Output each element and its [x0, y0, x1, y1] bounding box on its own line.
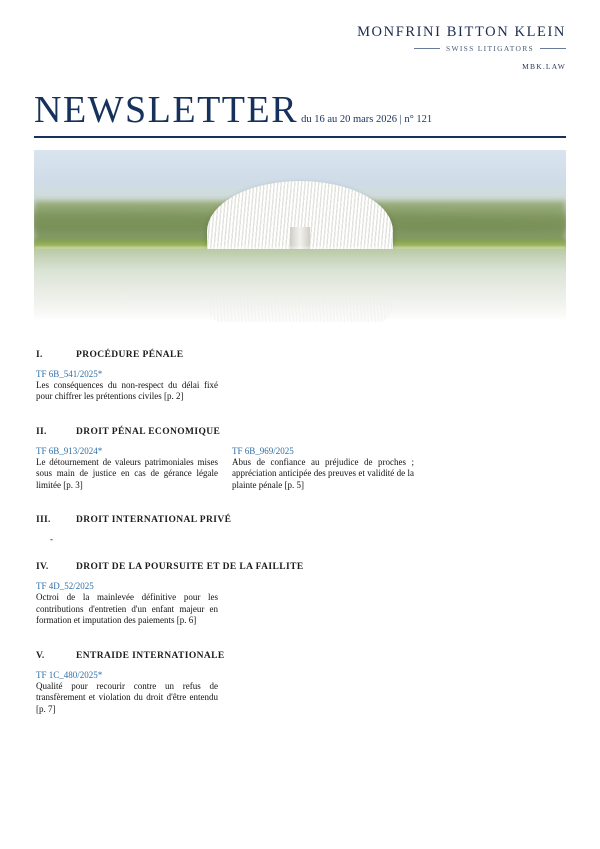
case-reference-link[interactable]: TF 4D_52/2025 [36, 581, 94, 592]
section-number: III. [36, 515, 51, 526]
section-title: PROCÉDURE PÉNALE [76, 349, 184, 360]
title-divider [34, 136, 566, 138]
case-description: Octroi de la mainlevée définitive pour les contributions d'entretien d'un enfant majeur en formation et imputation des paiements [p. 6] [36, 592, 218, 626]
case-reference-link[interactable]: TF 1C_480/2025* [36, 669, 103, 680]
firm-tagline-row [34, 44, 566, 53]
case-reference-link[interactable]: TF 6B_541/2025* [36, 368, 103, 379]
section-iv [36, 562, 564, 627]
section-heading [36, 651, 564, 661]
case-description: Qualité pour recourir contre un refus de transfèrement et violation du droit d'être entendu [p. 7] [36, 680, 218, 714]
case-description: Les conséquences du non-respect du délai fixé pour chiffrer les prétentions civiles [p. 2] [36, 379, 218, 402]
firm-tagline: SWISS LITIGATORS [446, 44, 534, 53]
section-heading [36, 427, 564, 437]
masthead [34, 0, 566, 71]
issue-line: du 16 au 20 mars 2026 | n° 121 [301, 114, 433, 125]
section-columns [36, 581, 564, 627]
rule-left-icon [414, 48, 440, 49]
case-description: Abus de confiance au préjudice de proches ; appréciation anticipée des preuves et validité de la plainte pénale [p. 5] [232, 456, 414, 490]
case-description: Le détournement de valeurs patrimoniales mises sous main de justice en cas de gérance légale limitée [p. 3] [36, 456, 218, 490]
toc-entry-empty [232, 369, 414, 403]
book-reflection [207, 293, 393, 322]
section-v [36, 651, 564, 716]
hero-image [34, 150, 566, 322]
newsletter-word: NEWSLETTER [34, 89, 299, 131]
firm-name: MONFRINI BITTON KLEIN [357, 24, 566, 40]
section-title: DROIT DE LA POURSUITE ET DE LA FAILLITE [76, 562, 304, 573]
section-i [36, 350, 564, 403]
toc-entry [36, 670, 218, 716]
toc-entry [36, 369, 218, 403]
section-number: IV. [36, 562, 49, 573]
toc-entry [36, 581, 218, 627]
case-reference-link[interactable]: TF 6B_913/2024* [36, 445, 103, 456]
toc-entry [232, 446, 414, 492]
page-title [34, 91, 566, 129]
section-heading [36, 350, 564, 360]
toc-entry-empty [232, 670, 414, 716]
section-title: DROIT PÉNAL ECONOMIQUE [76, 426, 221, 437]
section-title: ENTRAIDE INTERNATIONALE [76, 650, 225, 661]
case-reference-link[interactable]: TF 6B_969/2025 [232, 445, 294, 456]
hero-reflection [34, 249, 566, 321]
rule-right-icon [540, 48, 566, 49]
toc-entry [36, 446, 218, 492]
table-of-contents [34, 350, 566, 716]
section-columns [36, 670, 564, 716]
section-ii [36, 427, 564, 492]
section-iii [36, 515, 564, 544]
toc-entry-empty [232, 581, 414, 627]
section-heading [36, 515, 564, 525]
empty-entry-dash: - [50, 534, 53, 545]
firm-domain: MBK.LAW [522, 62, 566, 71]
section-heading [36, 562, 564, 572]
section-columns [36, 369, 564, 403]
open-book-icon [205, 179, 395, 253]
section-title: DROIT INTERNATIONAL PRIVÉ [76, 515, 232, 526]
section-columns [36, 446, 564, 492]
section-number: II. [36, 426, 47, 437]
section-number: V. [36, 650, 45, 661]
section-number: I. [36, 349, 43, 360]
